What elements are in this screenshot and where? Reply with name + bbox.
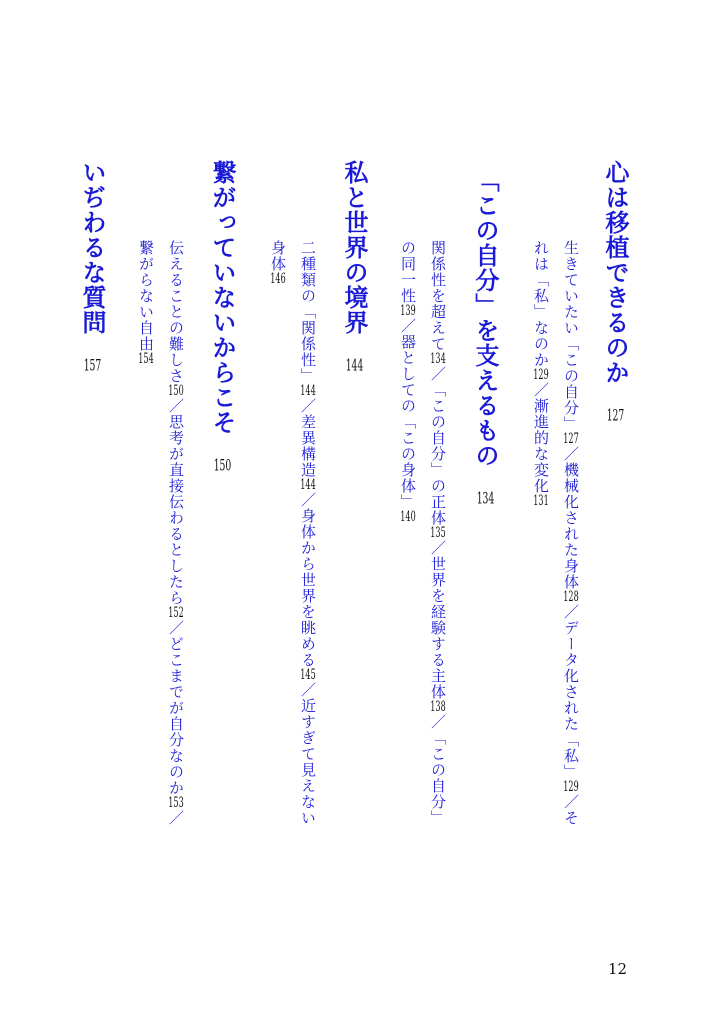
section-line: [400, 240, 415, 524]
section-link[interactable]: ／データ化された「私」: [562, 604, 580, 780]
section-page-number: 146: [270, 272, 286, 286]
chapter-title: [78, 160, 107, 373]
chapter-page-number: 127: [606, 407, 625, 423]
section-page-number: 139: [400, 304, 416, 318]
chapter-title-text: 私と世界の境界: [340, 160, 369, 335]
section-link[interactable]: の同一性: [399, 240, 417, 304]
section-link[interactable]: 身体: [269, 240, 287, 272]
section-page-number: 127: [563, 432, 579, 446]
chapter-title-text: 繋がっていないからこそ: [208, 160, 237, 435]
section-page-number: 153: [168, 796, 184, 810]
chapter-title-text: 「この自分」を支えるもの: [471, 168, 500, 468]
chapter-title-text: いぢわるな質問: [78, 160, 107, 335]
section-link[interactable]: れは「私」なのか: [532, 240, 550, 368]
section-link[interactable]: 二種類の「関係性」: [299, 240, 317, 384]
section-page-number: 140: [400, 510, 416, 524]
section-link[interactable]: ／器としての「この身体」: [399, 318, 417, 510]
section-line: [430, 240, 445, 826]
section-line: [300, 240, 315, 826]
chapter-title: [340, 160, 369, 373]
section-link[interactable]: 生きていたい「この自分」: [562, 240, 580, 432]
page-number: 12: [608, 960, 628, 978]
section-page-number: 135: [430, 526, 446, 540]
chapter-title: [208, 160, 237, 473]
section-link[interactable]: ／「この自分」の正体: [429, 366, 447, 526]
section-line: [138, 240, 153, 366]
section-page-number: 134: [430, 352, 446, 366]
chapter-title-text: 心は移植できるのか: [601, 160, 630, 385]
section-link[interactable]: ／近すぎて見えない: [299, 682, 317, 826]
section-link[interactable]: ／身体から世界を眺める: [299, 492, 317, 668]
section-page-number: 129: [533, 368, 549, 382]
section-link[interactable]: ／そ: [562, 794, 580, 826]
section-link[interactable]: ／機械化された身体: [562, 446, 580, 590]
section-page-number: 128: [563, 590, 579, 604]
chapter-page-number: 134: [476, 490, 495, 506]
section-line: [533, 240, 548, 508]
section-line: [563, 240, 578, 826]
section-line: [270, 240, 285, 286]
section-link[interactable]: 関係性を超えて: [429, 240, 447, 352]
section-link[interactable]: ／: [167, 810, 185, 826]
section-link[interactable]: ／差異構造: [299, 398, 317, 478]
section-page-number: 145: [300, 668, 316, 682]
section-link[interactable]: 伝えることの難しさ: [167, 240, 185, 384]
section-page-number: 129: [563, 780, 579, 794]
section-link[interactable]: ／漸進的な変化: [532, 382, 550, 494]
section-link[interactable]: ／「この自分」: [429, 714, 447, 826]
section-link[interactable]: ／世界を経験する主体: [429, 540, 447, 700]
chapter-title: [601, 160, 630, 423]
section-page-number: 131: [533, 494, 549, 508]
section-page-number: 154: [138, 352, 154, 366]
section-page-number: 150: [168, 384, 184, 398]
section-page-number: 152: [168, 606, 184, 620]
chapter-title: [471, 168, 500, 506]
section-link[interactable]: 繋がらない自由: [137, 240, 155, 352]
section-page-number: 138: [430, 700, 446, 714]
section-page-number: 144: [300, 384, 316, 398]
chapter-page-number: 150: [213, 457, 232, 473]
section-link[interactable]: ／どこまでが自分なのか: [167, 620, 185, 796]
chapter-page-number: 144: [345, 357, 364, 373]
section-link[interactable]: ／思考が直接伝わるとしたら: [167, 398, 185, 606]
section-line: [168, 240, 183, 826]
chapter-page-number: 157: [83, 357, 102, 373]
section-page-number: 144: [300, 478, 316, 492]
